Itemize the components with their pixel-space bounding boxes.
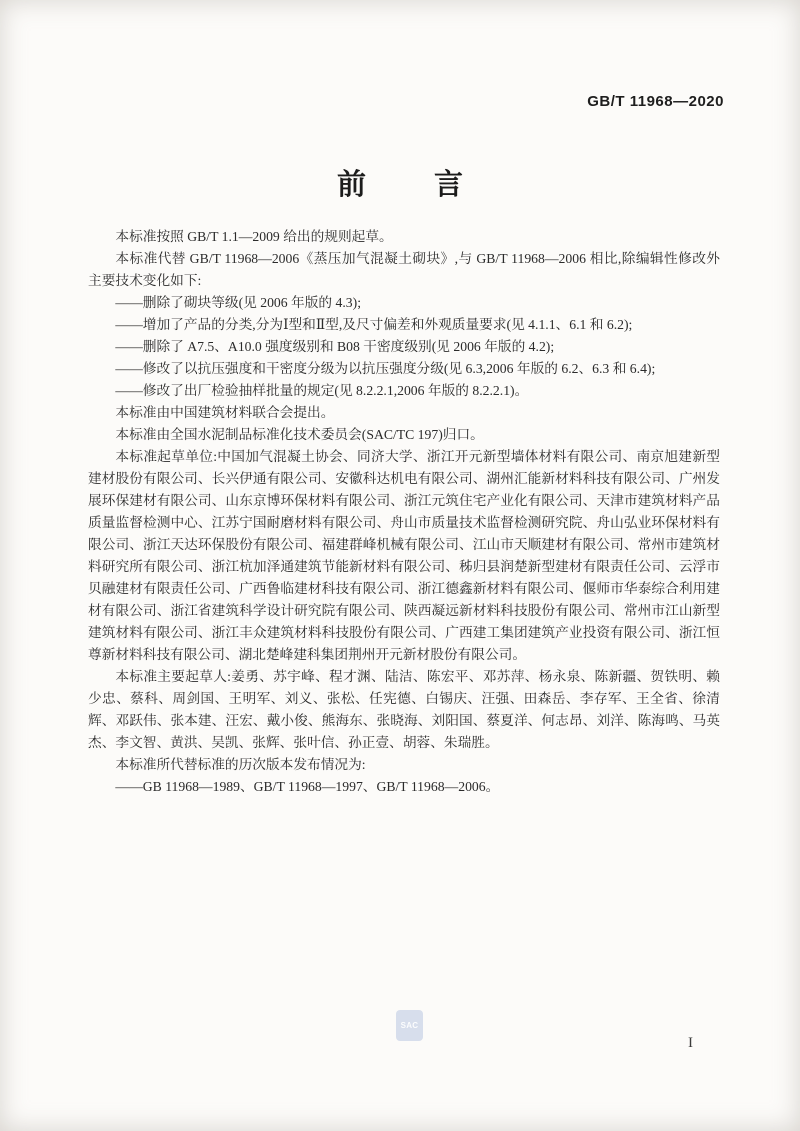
title-char-yan: 言 xyxy=(434,169,464,201)
page-title xyxy=(0,162,800,203)
change-item: ——删除了 A7.5、A10.0 强度级别和 B08 干密度级别(见 2006 年版的 4.2); xyxy=(115,339,555,354)
change-item: ——修改了出厂检验抽样批量的规定(见 8.2.2.1,2006 年版的 8.2.2.1)。 xyxy=(115,383,529,398)
title-char-qian: 前 xyxy=(336,169,366,201)
sac-watermark-label: SAC xyxy=(400,1021,419,1030)
paragraph-drafters: 本标准主要起草人:姜勇、苏宇峰、程才渊、陆洁、陈宏平、邓苏萍、杨永泉、陈新疆、贺铁明、赖少忠、蔡科、周剑国、王明军、刘义、张松、任宪德、白锡庆、汪强、田森岳、李存军、王全省、徐清辉、邓跃伟、张本建、汪宏、戴小俊、熊海东、张晓海、刘阳国、蔡夏洋、何志昂、刘洋、陈海鸣、马英杰、李文智、黄洪、吴凯、张辉、张叶信、孙正壹、胡蓉、朱瑞胜。 xyxy=(88,669,720,750)
sac-watermark-icon xyxy=(396,1010,423,1041)
paragraph-drafting-units: 本标准起草单位:中国加气混凝土协会、同济大学、浙江开元新型墙体材料有限公司、南京旭建新型建材股份有限公司、长兴伊通有限公司、安徽科达机电有限公司、湖州汇能新材料科技有限公司、广州发展环保建材有限公司、山东京博环保材料有限公司、浙江元筑住宅产业化有限公司、天津市建筑材料产品质量监督检测中心、江苏宁国耐磨材料有限公司、舟山市质量技术监督检测研究院、舟山弘业环保材料有限公司、浙江天达环保股份有限公司、福建群峰机械有限公司、江山市天顺建材有限公司、常州市建筑材料研究所有限公司、浙江杭加泽通建筑节能新材料有限公司、秭归县润楚新型建材有限责任公司、云浮市贝融建材有限责任公司、广西鲁临建材科技有限公司、浙江德鑫新材料有限公司、偃师市华泰综合利用建材有限公司、浙江省建筑科学设计研究院有限公司、陕西凝远新材料科技股份有限公司、常州市江山新型建筑材料有限公司、浙江丰众建筑材料科技股份有限公司、广西建工集团建筑产业投资有限公司、浙江恒尊新材料科技有限公司、湖北楚峰建科集团荆州开元新材股份有限公司。 xyxy=(88,449,720,662)
changes-list xyxy=(88,292,720,402)
history-versions: ——GB 11968—1989、GB/T 11968—1997、GB/T 11968—2006。 xyxy=(115,779,500,794)
change-item: ——修改了以抗压强度和干密度分级为以抗压强度分级(见 6.3,2006 年版的 6.2、6.3 和 6.4); xyxy=(115,361,656,376)
paragraph-history-intro: 本标准所代替标准的历次版本发布情况为: xyxy=(115,757,366,772)
page-number: I xyxy=(688,1035,693,1051)
foreword-body xyxy=(88,226,720,798)
change-item: ——删除了砌块等级(见 2006 年版的 4.3); xyxy=(115,295,361,310)
paragraph-committee: 本标准由全国水泥制品标准化技术委员会(SAC/TC 197)归口。 xyxy=(115,427,484,442)
change-item: ——增加了产品的分类,分为Ⅰ型和Ⅱ型,及尺寸偏差和外观质量要求(见 4.1.1、6.1 和 6.2); xyxy=(115,317,633,332)
paragraph-drafting-rule: 本标准按照 GB/T 1.1—2009 给出的规则起草。 xyxy=(115,229,393,244)
paragraph-replacement: 本标准代替 GB/T 11968—2006《蒸压加气混凝土砌块》,与 GB/T 11968—2006 相比,除编辑性修改外主要技术变化如下: xyxy=(88,251,720,288)
standard-code: GB/T 11968—2020 xyxy=(587,93,724,110)
paragraph-proposer: 本标准由中国建筑材料联合会提出。 xyxy=(115,405,335,420)
